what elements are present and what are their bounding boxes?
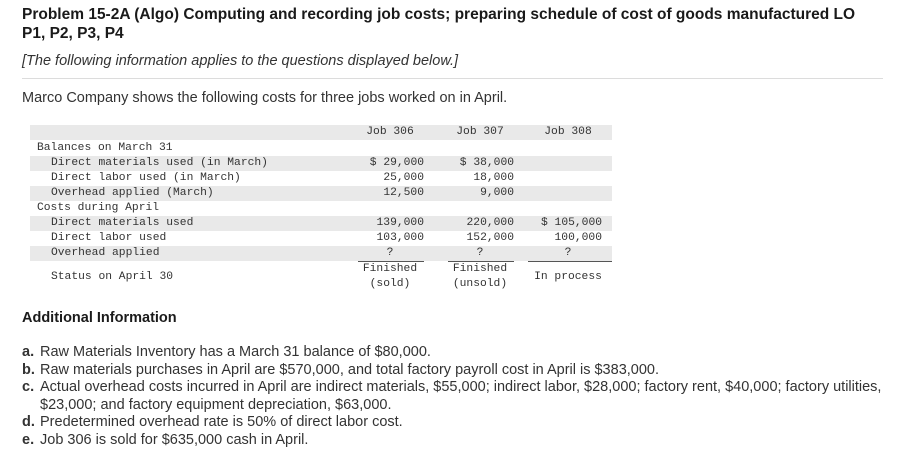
cell-value: 25,000 xyxy=(383,172,424,184)
list-item-label: b. xyxy=(22,361,35,378)
cell-value: ? xyxy=(476,247,484,259)
problem-title: Problem 15-2A (Algo) Computing and recording job costs; preparing schedule of cost of goods manufactured LO P1, P2, P3, P4 xyxy=(22,6,856,42)
row-label: Overhead applied xyxy=(51,247,160,259)
cell-value: 139,000 xyxy=(376,217,424,229)
cell-value: $ 29,000 xyxy=(369,157,424,169)
list-item xyxy=(22,379,892,414)
section-title-balances: Balances on March 31 xyxy=(37,142,173,154)
row-label: Direct materials used (in March) xyxy=(51,157,268,169)
cell-value: 18,000 xyxy=(473,172,514,184)
cell-value: 103,000 xyxy=(376,232,424,244)
list-item xyxy=(22,362,892,380)
divider xyxy=(22,78,883,79)
cell-value: 152,000 xyxy=(466,232,514,244)
status-value: Finished xyxy=(452,263,508,275)
status-value: In process xyxy=(534,271,602,283)
column-header-job-308: Job 308 xyxy=(544,126,592,138)
additional-info-list xyxy=(22,344,892,449)
list-item-text: Predetermined overhead rate is 50% of direct labor cost. xyxy=(40,414,403,430)
section-title-costs: Costs during April xyxy=(37,202,160,214)
info-note: [The following information applies to the questions displayed below.] xyxy=(22,53,459,69)
list-item xyxy=(22,414,892,432)
list-item-label: d. xyxy=(22,414,35,430)
column-header-job-306: Job 306 xyxy=(366,126,414,138)
header-band xyxy=(30,125,612,140)
list-item xyxy=(22,344,892,362)
cell-value: 9,000 xyxy=(480,187,514,199)
cell-value: 12,500 xyxy=(383,187,424,199)
list-item-text: Actual overhead costs incurred in April are indirect materials, $55,000; indirect labor, $28,000; factory rent, $40,000; factory utilities, $23,000; and factory equipment depreciation, $63,000. xyxy=(40,379,882,413)
total-rule xyxy=(528,261,612,262)
status-value: (unsold) xyxy=(452,278,508,290)
cell-value: 220,000 xyxy=(466,217,514,229)
row-label: Direct materials used xyxy=(51,217,194,229)
column-header-job-307: Job 307 xyxy=(456,126,504,138)
row-label: Direct labor used xyxy=(51,232,167,244)
cell-value: $ 38,000 xyxy=(459,157,514,169)
intro-text: Marco Company shows the following costs for three jobs worked on in April. xyxy=(22,90,508,106)
cell-value: 100,000 xyxy=(554,232,602,244)
list-item-label: c. xyxy=(22,379,35,395)
status-label: Status on April 30 xyxy=(51,271,174,283)
status-value: (sold) xyxy=(369,278,411,290)
list-item xyxy=(22,432,892,450)
row-label: Overhead applied (March) xyxy=(51,187,214,199)
row-label: Direct labor used (in March) xyxy=(51,172,241,184)
cell-value: ? xyxy=(386,247,394,259)
list-item-text: Job 306 is sold for $635,000 cash in April. xyxy=(40,431,309,448)
list-item-label: a. xyxy=(22,344,35,360)
list-item-text: Raw Materials Inventory has a March 31 balance of $80,000. xyxy=(40,344,431,360)
additional-info-title: Additional Information xyxy=(22,310,177,326)
status-value: Finished xyxy=(362,263,418,275)
list-item-label: e. xyxy=(22,431,35,448)
list-item-text: Raw materials purchases in April are $570,000, and total factory payroll cost in April is $383,000. xyxy=(40,361,660,378)
cell-value: ? xyxy=(564,247,572,259)
cell-value: $ 105,000 xyxy=(540,217,602,229)
